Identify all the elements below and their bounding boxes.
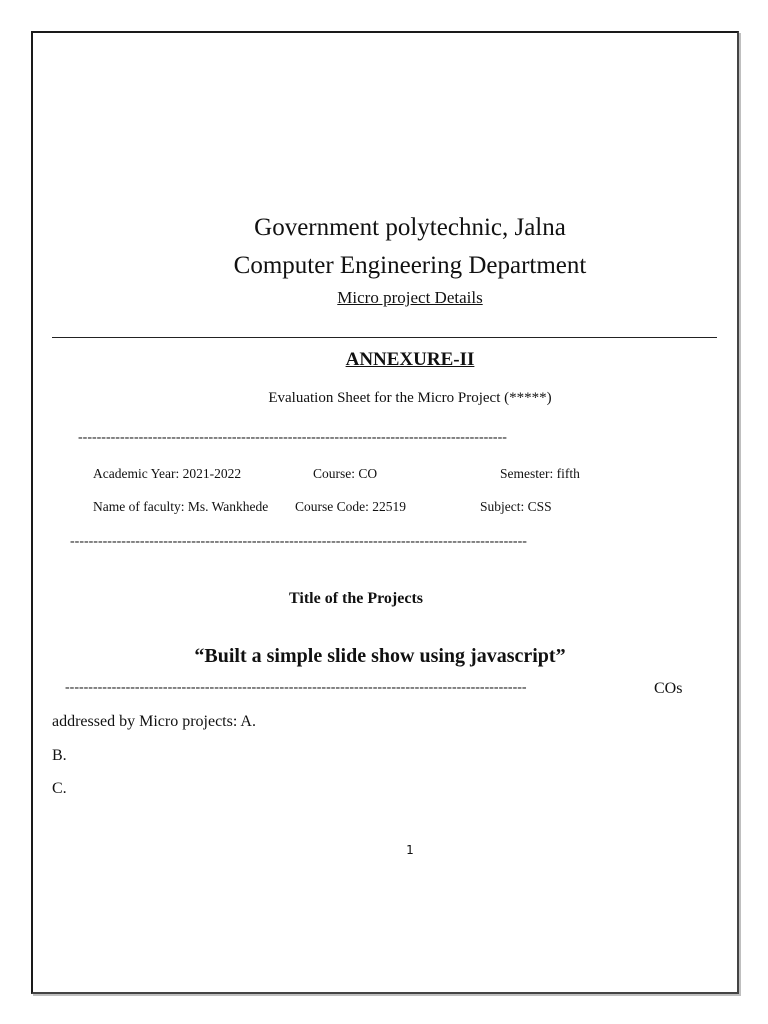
horizontal-rule	[52, 337, 717, 338]
project-title: “Built a simple slide show using javascript”	[194, 645, 566, 667]
subject: Subject: CSS	[480, 499, 552, 514]
cos-label: COs	[654, 680, 683, 697]
project-heading: Title of the Projects	[288, 590, 424, 607]
semester: Semester: fifth	[500, 466, 580, 481]
course: Course: CO	[313, 466, 378, 481]
cos-addressed: addressed by Micro projects: A.	[52, 713, 256, 730]
section-title: Micro project Details	[337, 288, 483, 307]
academic-year: Academic Year: 2021-2022	[93, 466, 242, 481]
faculty-name: Name of faculty: Ms. Wankhede	[93, 499, 269, 514]
cos-b: B.	[52, 747, 67, 764]
page-number: 1	[406, 843, 414, 857]
dashed-separator-1: --------------------------------------------------------------------------------------------	[78, 430, 507, 445]
department-title: Computer Engineering Department	[233, 252, 587, 279]
evaluation-subtitle: Evaluation Sheet for the Micro Project (*****)	[268, 390, 552, 406]
annexure-heading: ANNEXURE-II	[345, 349, 475, 370]
dashed-separator-2: --------------------------------------------------------------------------------------------------	[70, 534, 527, 549]
dashed-separator-3: ---------------------------------------------------------------------------------------------------	[65, 680, 527, 695]
cos-c: C.	[52, 780, 67, 797]
institution-title: Government polytechnic, Jalna	[254, 214, 566, 241]
course-code: Course Code: 22519	[295, 499, 406, 514]
